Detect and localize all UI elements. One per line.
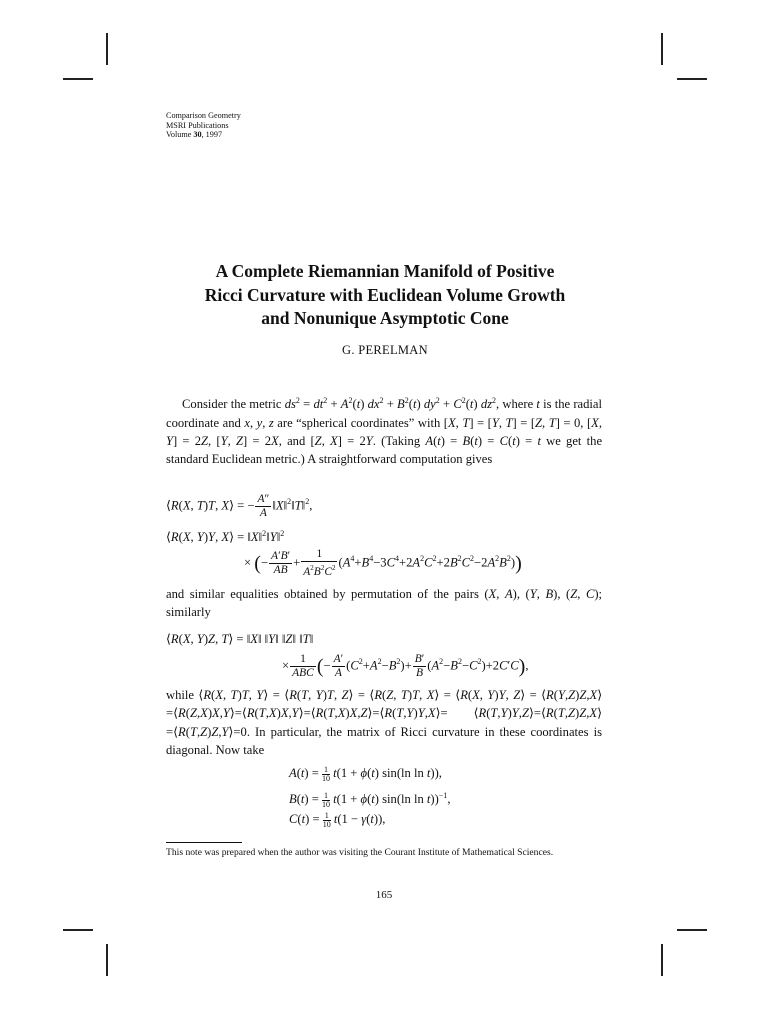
header-publisher: MSRI Publications bbox=[166, 120, 229, 130]
crop-mark bbox=[63, 929, 93, 931]
title-line: A Complete Riemannian Manifold of Positive bbox=[215, 261, 555, 281]
equation-c-def: C(t) = $\frac{1}{10} t(1 - \gamma(t))$, bbox=[289, 810, 386, 829]
title-line: Ricci Curvature with Euclidean Volume Growth bbox=[204, 284, 566, 305]
crop-mark bbox=[63, 78, 93, 80]
footnote-rule bbox=[166, 842, 242, 843]
header-series: Comparison Geometry bbox=[166, 111, 241, 120]
equation-a-def: A(t) = $\frac{1}{10} t(1 + \phi(t)$ sin(ln ln t)), bbox=[289, 764, 442, 783]
permutation-paragraph: and similar equalities obtained by permutation of the pairs (X, A), (Y, B), (Z, C); similarly bbox=[166, 587, 603, 620]
equation-curvature-xy-cont: × (− $\frac{A'B'}{AB}$ + $\frac{1}{A^2B^2C^2}$ $(A^4+B^4-3C^4+2A^2C^2+2B^2C^2-2A^2B^2)$) bbox=[244, 548, 522, 578]
equation-curvature-xt: ⟨R(X, T)T, X⟩ = − $\frac{A''}{A}$ ‖X‖$^2$‖T‖$^2$, bbox=[166, 493, 313, 519]
header-volume: Volume 30, 1997 bbox=[166, 130, 223, 139]
crop-mark bbox=[106, 33, 108, 65]
equation-curvature-xy: ⟨R(X, Y)Y, X⟩ = ‖X‖$^2$‖Y‖$^2$ bbox=[166, 529, 285, 545]
intro-paragraph: Consider the metric $ds^2 = dt^2 + A^2(t) dx^2 + B^2(t) dy^2 + C^2(t)$ $dz^2$, where t is the radial coordinate and x, y, z are “spherical coordinates” with [X, T] = [Y, T] = [Z, T] = 0, [X, Y] = 2Z, [Y, Z] = 2X, and [Z, X] = 2Y. (Taking A(t) = B(t) = C(t) = t we get the standard Euclidean metric.) A straightforward computation gives bbox=[166, 396, 603, 467]
publication-header bbox=[166, 111, 241, 140]
diagonal-paragraph: while ⟨R(X, T)T, Y⟩ = ⟨R(T, Y)T, Z⟩ = ⟨R(Z, T)T, X⟩ = ⟨R(X, Y)Y, Z⟩ = ⟨R(Y,Z)Z,X⟩=⟨R(Z,X)X,Y⟩=⟨R(T,X)X,Y⟩=⟨R(T,X)X,Z⟩=⟨R(T,Y)Y,X⟩= ⟨R(T,Y)Y,Z⟩=⟨R(T,Z)Z,X⟩=⟨R(T,Z)Z,Y⟩=0. In particular, the matrix of Ricci curvature in these coordinates is diagonal. Now take bbox=[166, 688, 603, 758]
equation-curvature-mixed: ⟨R(X, Y)Z, T⟩ = ‖X‖ ‖Y‖ ‖Z‖ ‖T‖ bbox=[166, 632, 314, 646]
paper-title bbox=[150, 260, 620, 331]
crop-mark bbox=[661, 33, 663, 65]
page-number: 165 bbox=[375, 889, 393, 901]
crop-mark bbox=[677, 929, 707, 931]
crop-mark bbox=[661, 944, 663, 976]
equation-b-def: B(t) = $\frac{1}{10} t(1 + \phi(t)$ sin(ln ln t))$^{-1}$, bbox=[289, 790, 451, 809]
crop-mark bbox=[677, 78, 707, 80]
crop-mark bbox=[106, 944, 108, 976]
equation-curvature-mixed-cont: × $\frac{1}{\text{ABC}}$ (− $\frac{A'}{A}$ $(C^2+A^2-B^2)+$ $\frac{B'}{B}$ $(A^2-B^2-C^2)+2C'C$), bbox=[282, 653, 529, 679]
author-name: G. PERELMAN bbox=[342, 343, 428, 357]
footnote: This note was prepared when the author was visiting the Courant Institute of Mathematical Sciences. bbox=[166, 847, 554, 858]
title-line: and Nonunique Asymptotic Cone bbox=[261, 308, 509, 328]
